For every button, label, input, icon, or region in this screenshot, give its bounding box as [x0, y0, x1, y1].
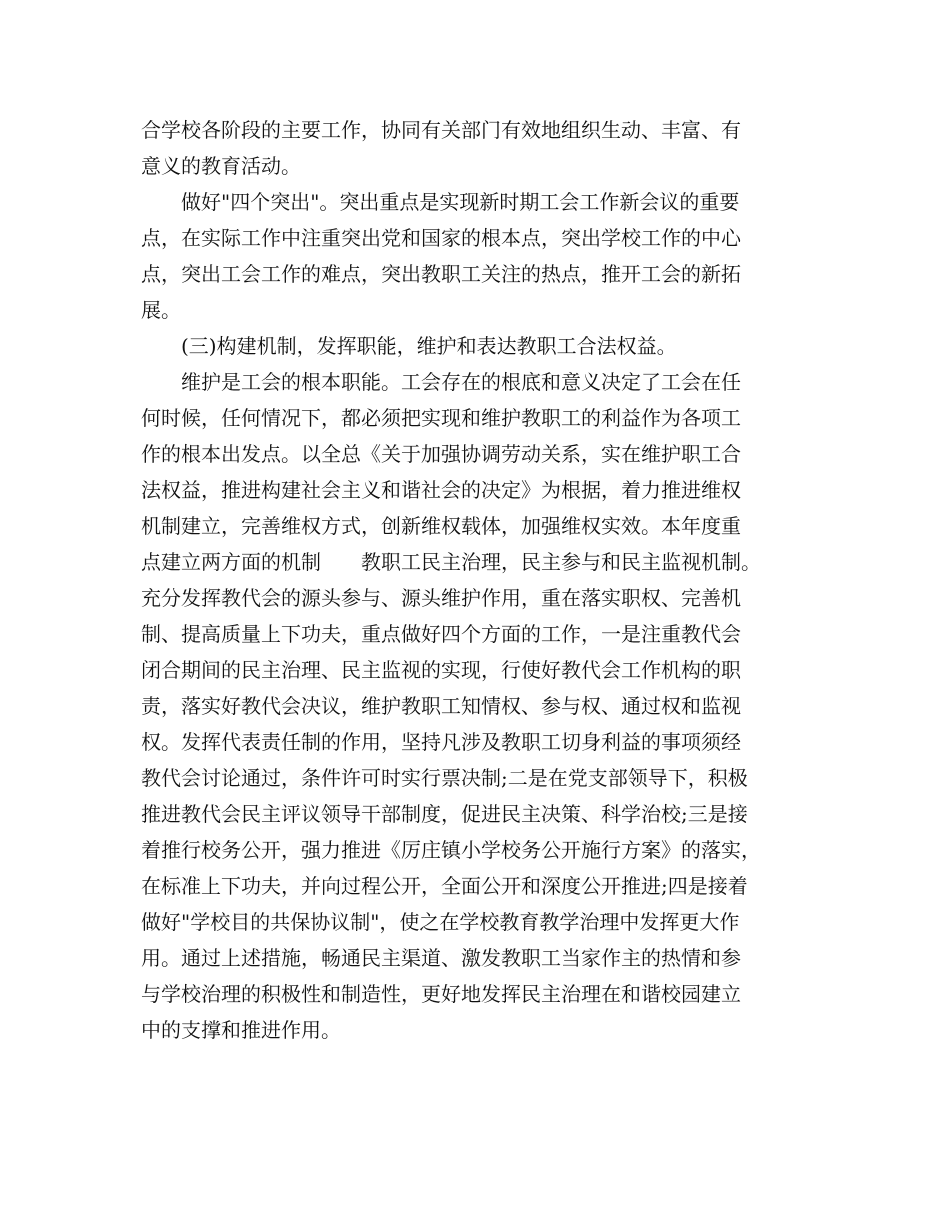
text-line: 闭合期间的民主治理、民主监视的实现，行使好教代会工作机构的职: [141, 658, 741, 682]
text-line: 制、提高质量上下功夫，重点做好四个方面的工作，一是注重教代会: [141, 622, 741, 646]
text-line: 着推行校务公开，强力推进《厉庄镇小学校务公开施行方案》的落实，: [141, 838, 761, 862]
text-line: 机制建立，完善维权方式，创新维权载体，加强维权实效。本年度重: [141, 514, 741, 538]
text-line: 做好"四个突出"。突出重点是实现新时期工会工作新会议的重要: [141, 190, 740, 214]
text-line: 责，落实好教代会决议，维护教职工知情权、参与权、通过权和监视: [141, 694, 741, 718]
text-line: 推进教代会民主评议领导干部制度，促进民主决策、科学治校;三是接: [141, 802, 748, 826]
text-line: 中的支撑和推进作用。: [141, 1018, 341, 1042]
text-line: 法权益，推进构建社会主义和谐社会的决定》为根据，着力推进维权: [141, 478, 741, 502]
text-line: 用。通过上述措施，畅通民主渠道、激发教职工当家作主的热情和参: [141, 946, 741, 970]
text-line: 意义的教育活动。: [141, 154, 301, 178]
text-line: 权。发挥代表责任制的作用，坚持凡涉及教职工切身利益的事项须经: [141, 730, 741, 754]
body-text: [141, 112, 831, 1048]
text-line: 合学校各阶段的主要工作，协同有关部门有效地组织生动、丰富、有: [141, 118, 741, 142]
text-line: 展。: [141, 298, 181, 322]
text-line: 教代会讨论通过，条件许可时实行票决制;二是在党支部领导下，积极: [141, 766, 748, 790]
text-line: 作的根本出发点。以全总《关于加强协调劳动关系，实在维护职工合: [141, 442, 741, 466]
text-line: 点建立两方面的机制 教职工民主治理，民主参与和民主监视机制。: [141, 550, 761, 574]
text-line: 与学校治理的积极性和制造性，更好地发挥民主治理在和谐校园建立: [141, 982, 741, 1006]
text-line: 点，在实际工作中注重突出党和国家的根本点，突出学校工作的中心: [141, 226, 741, 250]
text-line: 在标准上下功夫，并向过程公开，全面公开和深度公开推进;四是接着: [141, 874, 748, 898]
text-line: 充分发挥教代会的源头参与、源头维护作用，重在落实职权、完善机: [141, 586, 741, 610]
text-line: 做好"学校目的共保协议制"，使之在学校教育教学治理中发挥更大作: [141, 910, 740, 934]
text-line: 维护是工会的根本职能。工会存在的根底和意义决定了工会在任: [141, 370, 741, 394]
text-line: 点，突出工会工作的难点，突出教职工关注的热点，推开工会的新拓: [141, 262, 741, 286]
text-line: 何时候，任何情况下，都必须把实现和维护教职工的利益作为各项工: [141, 406, 741, 430]
section-heading: (三)构建机制，发挥职能，维护和表达教职工合法权益。: [141, 334, 677, 358]
